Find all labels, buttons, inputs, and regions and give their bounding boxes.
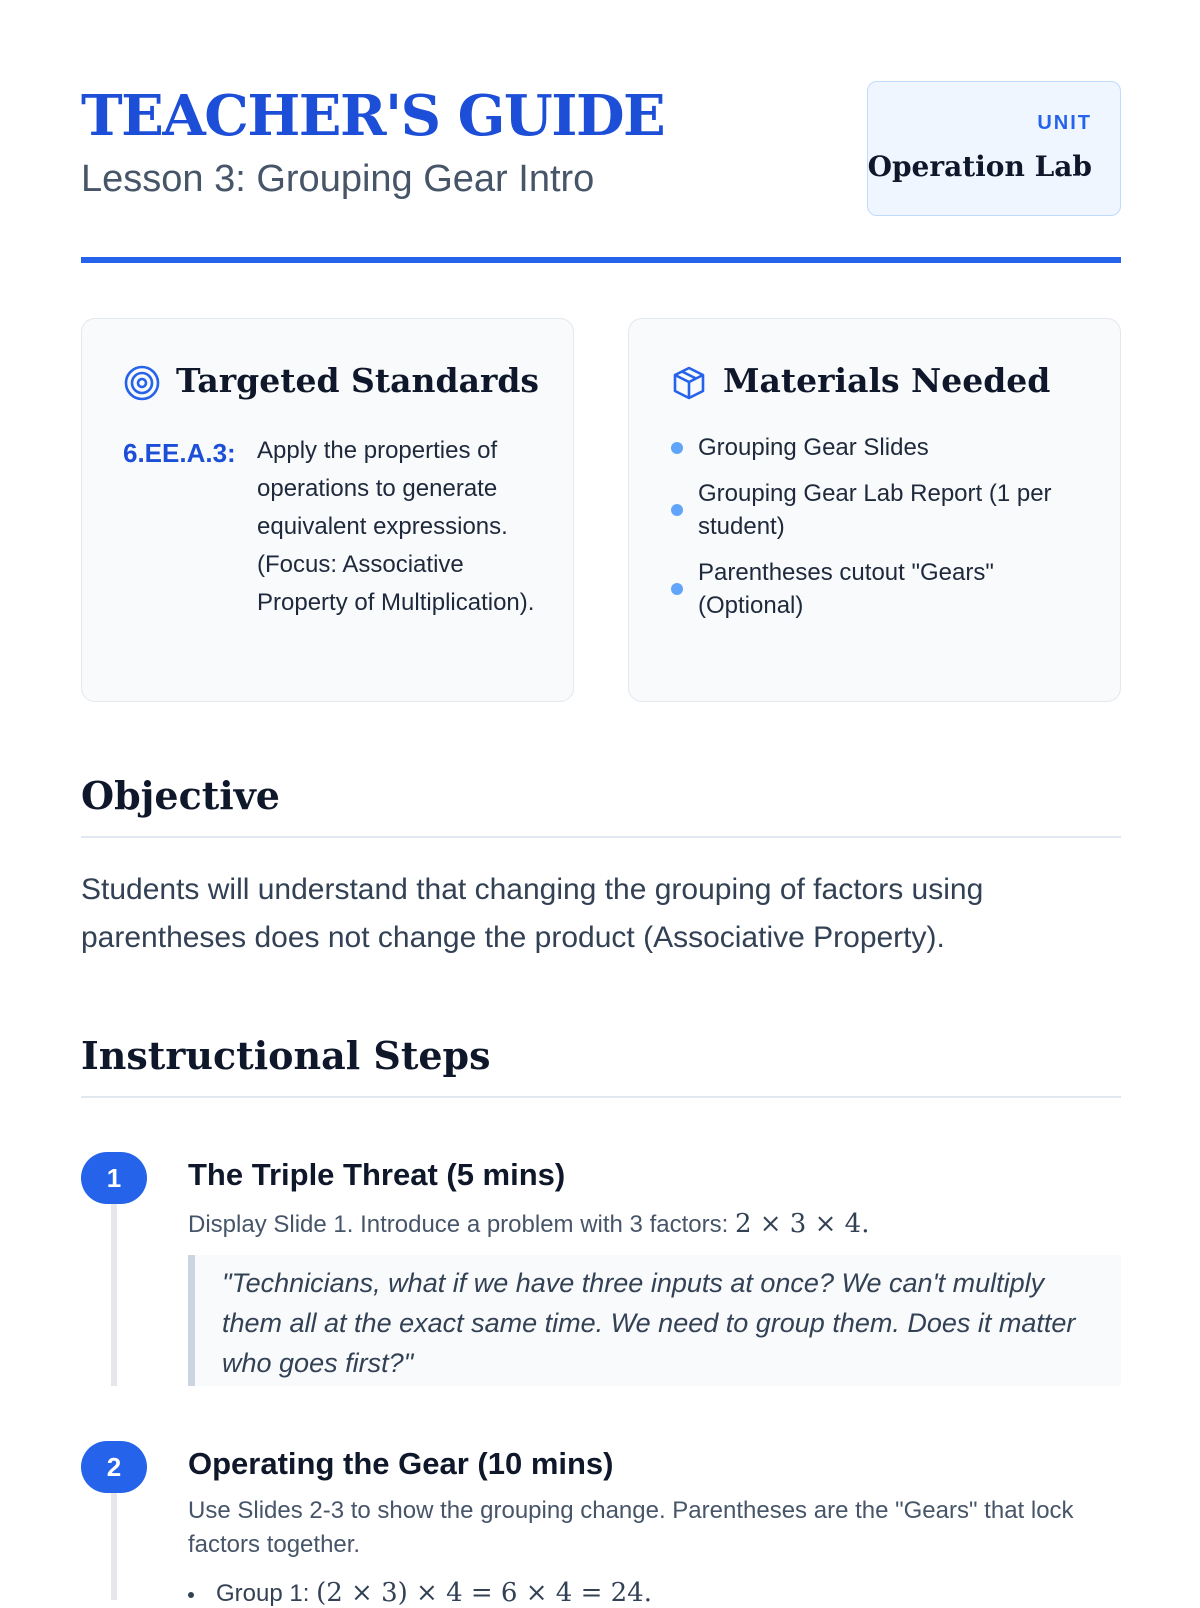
material-label: Parentheses cutout "Gears" (Optional) bbox=[698, 559, 994, 619]
bullet-dot bbox=[188, 1592, 194, 1598]
unit-name: Operation Lab bbox=[867, 150, 1092, 183]
teacher-quote: "Technicians, what if we have three inputs at once? We can't multiply them all at the exact same time. We need to group them. Does it matter who goes first?" bbox=[188, 1255, 1121, 1386]
step-title: The Triple Threat (5 mins) bbox=[188, 1157, 566, 1192]
step-bullet-item bbox=[188, 1578, 652, 1608]
math-expression: (2 × 3) × 4 = 6 × 4 = 24. bbox=[316, 1578, 652, 1608]
step-number-badge: 2 bbox=[81, 1441, 147, 1493]
objective-heading: Objective bbox=[81, 773, 280, 818]
objective-divider bbox=[81, 836, 1121, 838]
material-label: Grouping Gear Lab Report (1 per student) bbox=[698, 480, 1052, 540]
standard-text: Apply the properties of operations to generate equivalent expressions. (Focus: Associative Property of Multiplication). bbox=[257, 437, 535, 616]
guide-header bbox=[81, 78, 1121, 218]
step-number-badge: 1 bbox=[81, 1152, 147, 1204]
unit-badge bbox=[867, 81, 1121, 216]
page-title: TEACHER'S GUIDE bbox=[81, 83, 665, 149]
step-title: Operating the Gear (10 mins) bbox=[188, 1446, 614, 1481]
cube-icon bbox=[671, 365, 707, 401]
list-item bbox=[671, 477, 1091, 543]
step-timeline-line bbox=[111, 1200, 117, 1386]
bullet-dot bbox=[671, 504, 683, 516]
standard-code: 6.EE.A.3: bbox=[123, 438, 236, 468]
steps-heading: Instructional Steps bbox=[81, 1033, 491, 1078]
step-description-text: Display Slide 1. Introduce a problem with 3 factors: bbox=[188, 1211, 729, 1238]
target-icon bbox=[124, 365, 160, 401]
math-expression: 2 × 3 × 4. bbox=[734, 1209, 870, 1239]
steps-divider bbox=[81, 1096, 1121, 1098]
materials-list bbox=[671, 431, 1091, 635]
objective-text: Students will understand that changing the grouping of factors using parentheses does not change the product (Associative Property). bbox=[81, 873, 984, 954]
standards-card bbox=[81, 318, 574, 702]
bullet-label: Group 1: bbox=[216, 1580, 310, 1607]
list-item bbox=[671, 556, 1091, 622]
material-label: Grouping Gear Slides bbox=[698, 434, 929, 461]
header-divider bbox=[81, 257, 1121, 263]
materials-title: Materials Needed bbox=[723, 361, 1051, 400]
unit-label: UNIT bbox=[1037, 112, 1092, 134]
step-description: Use Slides 2-3 to show the grouping change. Parentheses are the "Gears" that lock factors together. bbox=[188, 1497, 1074, 1558]
standards-title: Targeted Standards bbox=[176, 361, 539, 400]
step-timeline-line bbox=[111, 1486, 117, 1600]
step-description bbox=[188, 1207, 1118, 1242]
materials-card bbox=[628, 318, 1121, 702]
bullet-dot bbox=[671, 442, 683, 454]
list-item bbox=[671, 431, 1091, 464]
bullet-dot bbox=[671, 583, 683, 595]
lesson-subtitle: Lesson 3: Grouping Gear Intro bbox=[81, 158, 595, 200]
